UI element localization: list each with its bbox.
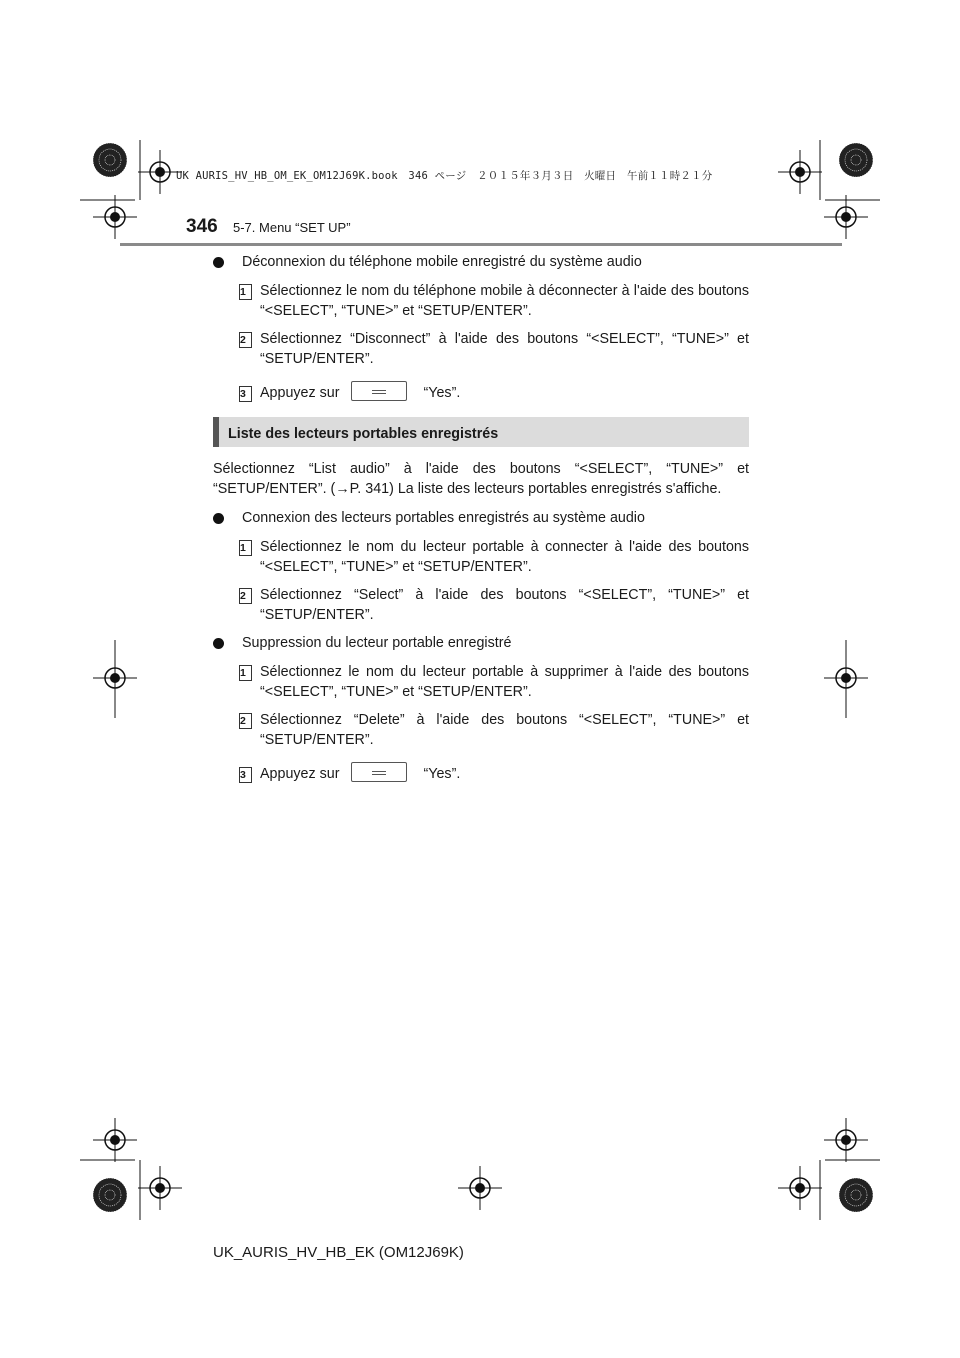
registration-target-icon <box>93 1118 137 1162</box>
registration-target-icon <box>93 195 137 239</box>
step-number-badge: 3 <box>239 767 252 783</box>
bullet-heading: Connexion des lecteurs portables enregistrés au système audio <box>242 510 645 527</box>
step-text: Sélectionnez “Select” à l'aide des boutons “<SELECT”, “TUNE>” et “SETUP/ENTER”. <box>260 587 749 624</box>
step-text: Sélectionnez “Delete” à l'aide des boutons “<SELECT”, “TUNE>” et “SETUP/ENTER”. <box>260 712 749 749</box>
footer-code: UK_AURIS_HV_HB_EK (OM12J69K) <box>213 1244 464 1261</box>
banner-title: Liste des lecteurs portables enregistrés <box>228 426 499 443</box>
step-text: Sélectionnez le nom du lecteur portable à supprimer à l'aide des boutons “<SELECT”, “TUNE>” et “SETUP/ENTER”. <box>260 664 749 701</box>
section-title: 5-7. Menu “SET UP” <box>233 220 351 235</box>
step-number-badge: 1 <box>239 665 252 681</box>
step-number-badge: 2 <box>239 713 252 729</box>
registration-target-icon <box>138 1166 182 1210</box>
bullet-heading: Déconnexion du téléphone mobile enregistré du système audio <box>242 254 642 270</box>
step-number-badge: 2 <box>239 332 252 348</box>
registration-target-icon <box>778 1166 822 1210</box>
step-text-suffix: “Yes”. <box>423 766 461 783</box>
registration-star-icon <box>839 143 873 177</box>
step-number-badge: 3 <box>239 386 252 402</box>
step-text: Sélectionnez le nom du téléphone mobile à déconnecter à l'aide des boutons “<SELECT”, “TUNE>” et “SETUP/ENTER”. <box>260 283 749 319</box>
step-text-suffix: “Yes”. <box>423 385 461 401</box>
page-number: 346 <box>186 216 218 237</box>
registration-target-icon <box>458 1166 502 1210</box>
registration-star-icon <box>93 143 127 177</box>
bullet-heading: Suppression du lecteur portable enregistré <box>242 635 512 652</box>
step-number-badge: 1 <box>239 284 252 300</box>
registration-star-icon <box>839 1178 873 1212</box>
step-number-badge: 2 <box>239 588 252 604</box>
intro-paragraph: Sélectionnez “List audio” à l'aide des boutons “<SELECT”, “TUNE>” et “SETUP/ENTER”. (→P. 341) La liste des lecteurs portables enregistrés s'affiche. <box>213 461 749 498</box>
step-text: Sélectionnez le nom du lecteur portable à connecter à l'aide des boutons “<SELECT”, “TUNE>” et “SETUP/ENTER”. <box>260 539 749 576</box>
registration-target-icon <box>138 150 182 194</box>
step-number-badge: 1 <box>239 540 252 556</box>
registration-target-icon <box>824 1118 868 1162</box>
step-text-prefix: Appuyez sur <box>260 766 340 783</box>
print-stamp: UK AURIS_HV_HB_OM_EK_OM12J69K.book 346 ページ ２０１５年３月３日 火曜日 午前１１時２１分 <box>176 170 713 182</box>
step-text-prefix: Appuyez sur <box>260 385 340 401</box>
registration-target-icon <box>778 150 822 194</box>
registration-star-icon <box>93 1178 127 1212</box>
registration-target-icon <box>824 195 868 239</box>
step-text: Sélectionnez “Disconnect” à l'aide des boutons “<SELECT”, “TUNE>” et “SETUP/ENTER”. <box>260 331 749 367</box>
